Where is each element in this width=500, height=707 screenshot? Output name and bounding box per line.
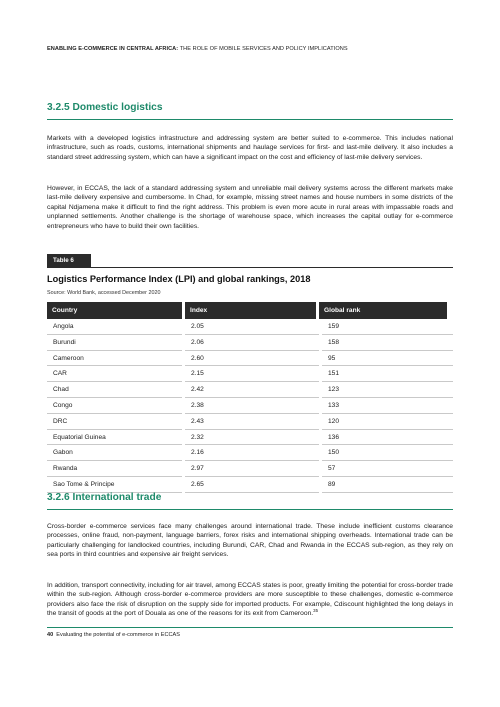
column-header-index: Index	[182, 302, 316, 319]
cell-index: 2.38	[185, 398, 319, 414]
cell-global-rank: 136	[322, 430, 453, 446]
cell-index: 2.60	[185, 351, 319, 367]
running-head-rest: THE ROLE OF MOBILE SERVICES AND POLICY IMPLICATIONS	[178, 46, 348, 52]
footer-text: Evaluating the potential of e-commerce in ECCAS	[56, 632, 180, 638]
cell-global-rank: 158	[322, 335, 453, 351]
cell-country: Angola	[47, 319, 182, 335]
paragraph: Cross-border e-commerce services face many challenges around international trade. These include inefficient customs clearance processes, online fraud, non-payment, language barriers, forex risks and international shipping overheads. International trade can be particularly challenging for landlocked countries, including Burundi, CAR, Chad and Rwanda in the ECCAS sub-region, as they rely on sea ports in third countries and expensive air freight services.	[47, 523, 453, 559]
footer-rule	[47, 627, 453, 628]
table-row	[47, 319, 453, 335]
cell-global-rank: 57	[322, 461, 453, 477]
paragraph: Markets with a developed logistics infrastructure and addressing system are better suited to e-commerce. This includes national infrastructure, such as roads, customs, international shipments and haulage services for first- and last-mile delivery. It also includes a standard street addressing system, which can have a significant impact on the cost and efficiency of last-mile delivery services.	[47, 135, 453, 161]
paragraph-with-footnote	[47, 581, 453, 619]
footnote-reference[interactable]: 35	[313, 607, 319, 613]
table-rule	[47, 267, 453, 268]
cell-country: Gabon	[47, 445, 182, 461]
table-source: Source: World Bank, accessed December 2020	[47, 290, 161, 296]
cell-country: Cameroon	[47, 351, 182, 367]
table-row	[47, 445, 453, 461]
cell-country: DRC	[47, 414, 182, 430]
table-body	[47, 319, 453, 493]
section-heading-domestic-logistics: 3.2.5 Domestic logistics	[47, 102, 163, 113]
section-heading-international-trade: 3.2.6 International trade	[47, 492, 162, 503]
page-footer	[47, 632, 180, 638]
cell-country: Equatorial Guinea	[47, 430, 182, 446]
paragraph-text: In addition, transport connectivity, including for air travel, among ECCAS states is poor, greatly limiting the potential for cross-border trade within the sub-region. Although cross-border e-commerce providers are more susceptible to these challenges, domestic e-commerce providers also face the risk of disruption on the supply side for imported products. For example, Cdiscount highlighted the long delays in the transit of goods at the port of Douala as one of the reasons for its exit from Cameroon.	[47, 582, 453, 618]
cell-index: 2.42	[185, 382, 319, 398]
table-row	[47, 398, 453, 414]
column-header-global-rank: Global rank	[316, 302, 447, 319]
table-label: Table 6	[47, 254, 91, 267]
cell-index: 2.65	[185, 477, 319, 493]
running-head	[47, 46, 467, 52]
cell-index: 2.15	[185, 366, 319, 382]
cell-global-rank: 89	[322, 477, 453, 493]
table-row	[47, 461, 453, 477]
cell-index: 2.16	[185, 445, 319, 461]
cell-index: 2.32	[185, 430, 319, 446]
cell-global-rank: 120	[322, 414, 453, 430]
table-title: Logistics Performance Index (LPI) and global rankings, 2018	[47, 274, 311, 284]
page-number: 40	[47, 632, 54, 638]
cell-index: 2.06	[185, 335, 319, 351]
cell-global-rank: 133	[322, 398, 453, 414]
cell-global-rank: 123	[322, 382, 453, 398]
cell-global-rank: 95	[322, 351, 453, 367]
table-row	[47, 430, 453, 446]
section-rule	[47, 119, 453, 120]
lpi-table	[47, 302, 453, 493]
cell-global-rank: 159	[322, 319, 453, 335]
running-head-bold: ENABLING E-COMMERCE IN CENTRAL AFRICA:	[47, 46, 179, 52]
cell-index: 2.43	[185, 414, 319, 430]
cell-global-rank: 151	[322, 366, 453, 382]
cell-global-rank: 150	[322, 445, 453, 461]
cell-country: Chad	[47, 382, 182, 398]
table-header-row	[47, 302, 453, 319]
table-row	[47, 366, 453, 382]
paragraph: However, in ECCAS, the lack of a standard addressing system and unreliable mail delivery systems across the different markets make last-mile delivery expensive and cumbersome. In Chad, for example, missing street names and house numbers in some districts of the capital Ndjamena make it difficult to find the right address. This problem is even more acute in rural areas with impassable roads and unplanned settlements. Another challenge is the shortage of warehouse space, which increases the capital outlay for e-commerce entrepreneurs who have to build their own facilities.	[47, 185, 453, 230]
cell-country: CAR	[47, 366, 182, 382]
table-row	[47, 382, 453, 398]
cell-country: Sao Tome & Principe	[47, 477, 182, 493]
table-row	[47, 335, 453, 351]
table-row	[47, 477, 453, 493]
cell-index: 2.05	[185, 319, 319, 335]
cell-index: 2.97	[185, 461, 319, 477]
cell-country: Rwanda	[47, 461, 182, 477]
cell-country: Burundi	[47, 335, 182, 351]
table-row	[47, 414, 453, 430]
cell-country: Congo	[47, 398, 182, 414]
section-rule	[47, 509, 453, 510]
column-header-country: Country	[47, 302, 182, 319]
table-row	[47, 351, 453, 367]
